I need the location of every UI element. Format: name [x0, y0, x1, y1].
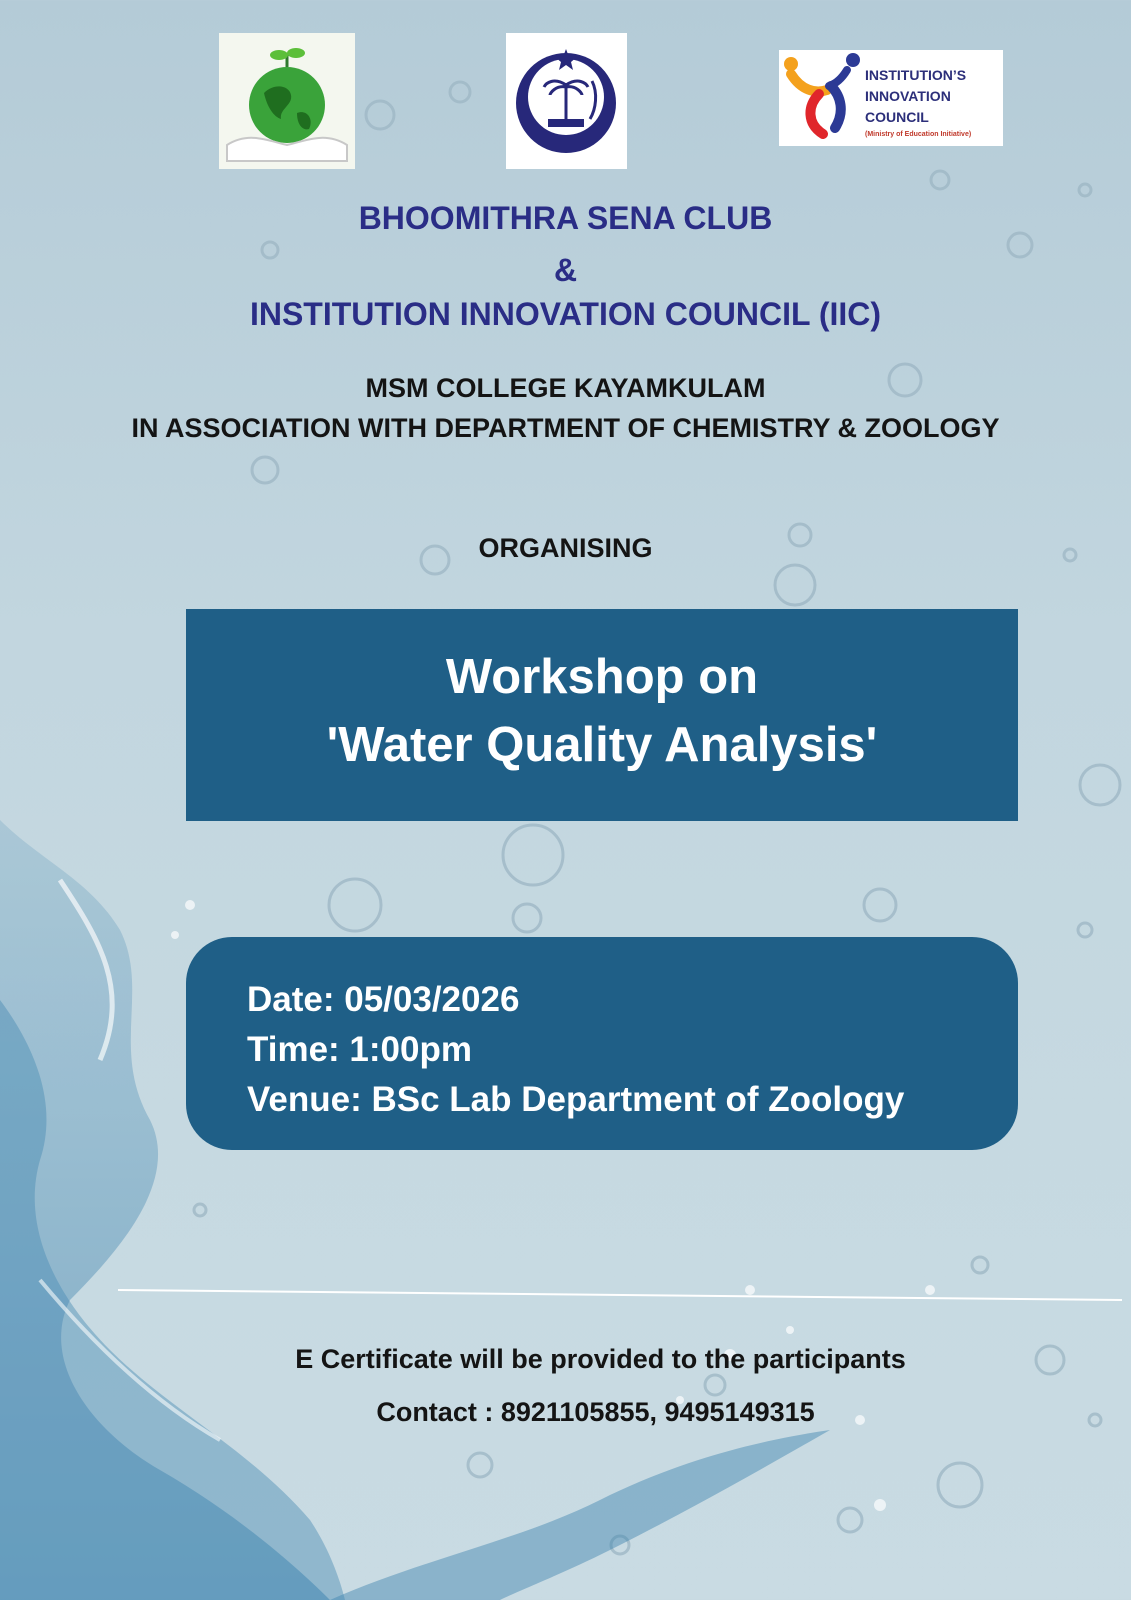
iic-logo-line1: INSTITUTION’S — [865, 67, 967, 83]
iic-logo-subtitle: (Ministry of Education Initiative) — [865, 131, 972, 138]
event-title-line1: Workshop on — [445, 650, 759, 704]
iic-logo-line3: COUNCIL — [865, 109, 929, 125]
iic-logo — [779, 50, 1003, 146]
college-emblem-logo — [506, 33, 627, 169]
club-name: BHOOMITHRA SENA CLUB — [358, 200, 773, 236]
globe-hands-icon — [219, 33, 355, 169]
iic-logo-line2: INNOVATION — [865, 88, 951, 104]
event-title-panel — [186, 609, 1018, 821]
association-line: IN ASSOCIATION WITH DEPARTMENT OF CHEMISTRY & ZOOLOGY — [131, 413, 1000, 443]
council-name: INSTITUTION INNOVATION COUNCIL (IIC) — [249, 296, 882, 332]
iic-emblem-icon — [779, 50, 1003, 146]
event-venue: Venue: BSc Lab Department of Zoology — [247, 1080, 905, 1119]
event-date: Date: 05/03/2026 — [247, 980, 520, 1019]
contact-numbers: Contact : 8921105855, 9495149315 — [376, 1397, 815, 1427]
event-details-panel — [186, 937, 1018, 1150]
certificate-note: E Certificate will be provided to the participants — [295, 1344, 906, 1374]
event-title-line2: 'Water Quality Analysis' — [326, 718, 878, 772]
divider-line — [0, 1285, 1131, 1305]
crescent-palm-icon — [506, 33, 627, 169]
college-name: MSM COLLEGE KAYAMKULAM — [365, 373, 766, 403]
event-time: Time: 1:00pm — [247, 1030, 472, 1069]
environment-club-logo — [219, 33, 355, 169]
ampersand: & — [553, 252, 578, 288]
organising-label: ORGANISING — [478, 533, 653, 563]
